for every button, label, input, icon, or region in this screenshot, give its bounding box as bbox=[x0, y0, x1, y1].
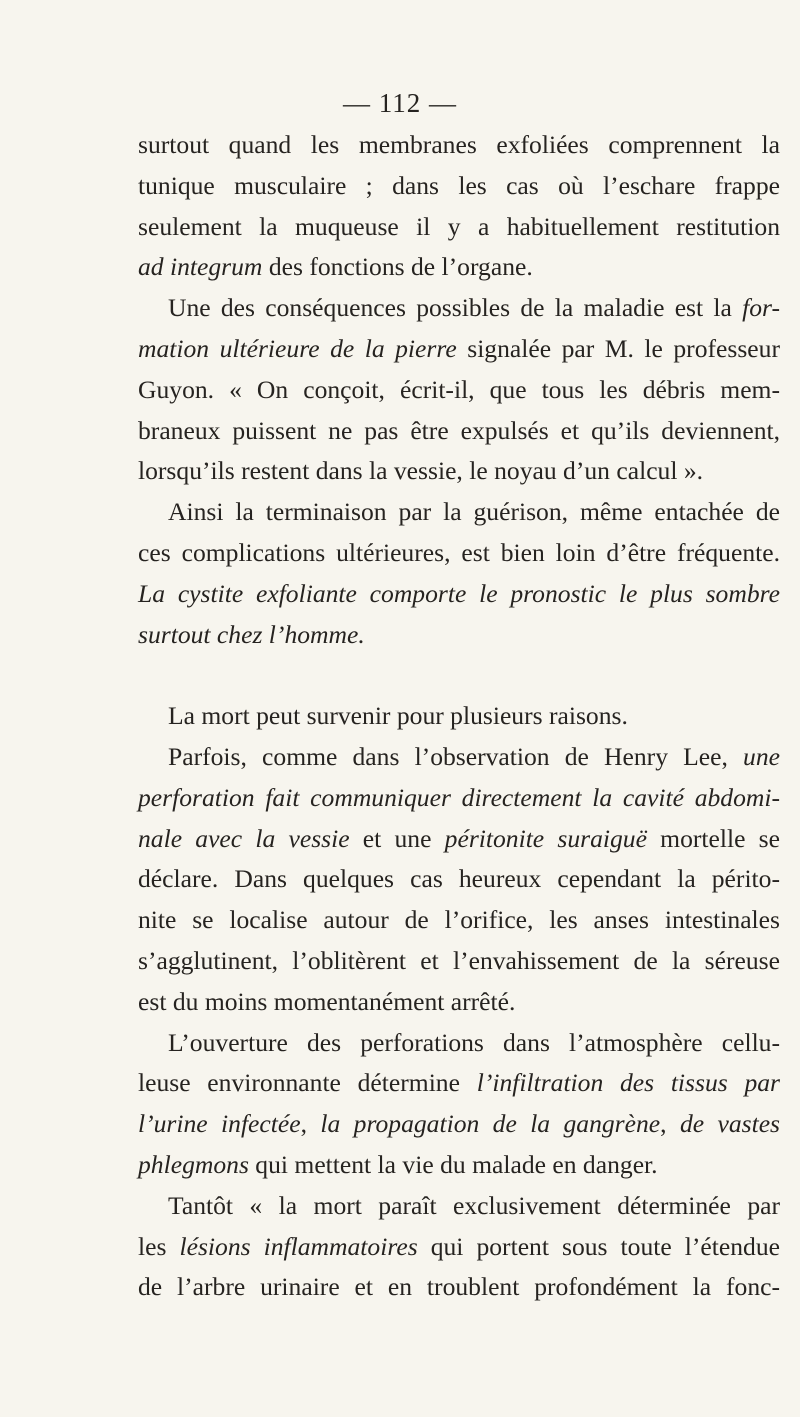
text-run: Tantôt « la mort paraît exclusivement déterminée par bbox=[168, 1190, 780, 1220]
italic-text: une bbox=[743, 741, 780, 771]
text-line bbox=[138, 615, 780, 656]
text-line bbox=[138, 492, 780, 533]
body-text bbox=[138, 125, 780, 1308]
text-line bbox=[138, 247, 780, 288]
italic-text: phlegmons bbox=[138, 1149, 249, 1179]
italic-text: lésions inflammatoires bbox=[179, 1231, 418, 1261]
text-run: leuse environnante détermine bbox=[138, 1068, 477, 1098]
text-run: tunique musculaire ; dans les cas où l’eschare frappe bbox=[138, 170, 780, 200]
text-run: signalée par M. le professeur bbox=[456, 333, 780, 363]
text-line bbox=[138, 125, 780, 166]
text-line bbox=[138, 1063, 780, 1104]
text-line bbox=[138, 1023, 780, 1064]
text-run: qui mettent la vie du malade en danger. bbox=[248, 1149, 658, 1179]
text-line bbox=[138, 370, 780, 411]
text-run: qui portent sous toute l’étendue bbox=[417, 1231, 780, 1261]
text-run: et une bbox=[349, 823, 445, 853]
text-line bbox=[138, 1104, 780, 1145]
text-line bbox=[138, 1186, 780, 1227]
text-line bbox=[138, 1267, 780, 1308]
text-line bbox=[138, 941, 780, 982]
italic-text: ad integrum bbox=[138, 252, 263, 282]
text-run: déclare. Dans quelques cas heureux cependant la périto- bbox=[138, 864, 780, 894]
text-run: , bbox=[300, 1109, 321, 1139]
italic-text: surtout chez l’homme. bbox=[138, 619, 365, 649]
text-line bbox=[138, 1227, 780, 1268]
text-run: nite se localise autour de l’orifice, les anses intestinales bbox=[138, 905, 780, 935]
text-run: Guyon. « On conçoit, écrit-il, que tous les débris mem- bbox=[138, 374, 780, 404]
paragraph-gap bbox=[138, 655, 780, 696]
text-line bbox=[138, 574, 780, 615]
text-run: Une des conséquences possibles de la maladie est la bbox=[168, 293, 743, 323]
text-line bbox=[138, 329, 780, 370]
text-line bbox=[138, 900, 780, 941]
text-line bbox=[138, 982, 780, 1023]
italic-text: l’urine infectée bbox=[138, 1109, 301, 1139]
page-number: — 112 — bbox=[343, 88, 457, 118]
italic-text: for- bbox=[742, 293, 780, 323]
italic-text: La cystite exfoliante comporte le pronostic le plus sombre bbox=[138, 578, 780, 608]
text-line bbox=[138, 207, 780, 248]
text-line bbox=[138, 737, 780, 778]
italic-text: de vastes bbox=[679, 1109, 781, 1139]
text-run: Parfois, comme dans l’observation de Henry Lee, bbox=[168, 741, 744, 771]
text-line bbox=[138, 166, 780, 207]
text-line bbox=[138, 411, 780, 452]
text-line bbox=[138, 451, 780, 492]
italic-text: péritonite suraiguë bbox=[444, 823, 647, 853]
text-line bbox=[138, 778, 780, 819]
paragraph bbox=[138, 1186, 780, 1308]
text-run: seulement la muqueuse il y a habituellement restitution bbox=[138, 211, 780, 241]
text-run: L’ouverture des perforations dans l’atmosphère cellu- bbox=[168, 1027, 780, 1057]
text-run: lorsqu’ils restent dans la vessie, le noyau d’un calcul ». bbox=[138, 456, 704, 486]
paragraph bbox=[138, 288, 780, 492]
text-line bbox=[138, 1145, 780, 1186]
text-run: braneux puissent ne pas être expulsés et qu’ils deviennent, bbox=[138, 415, 780, 445]
text-run: Ainsi la terminaison par la guérison, même entachée de bbox=[168, 497, 780, 527]
text-run: les bbox=[138, 1231, 180, 1261]
italic-text: l’infiltration des tissus par bbox=[476, 1068, 781, 1098]
paragraph bbox=[138, 492, 780, 655]
text-line bbox=[138, 819, 780, 860]
text-line bbox=[138, 533, 780, 574]
text-run: mortelle se bbox=[646, 823, 780, 853]
paragraph bbox=[138, 1023, 780, 1186]
italic-text: mation ultérieure de la pierre bbox=[138, 333, 457, 363]
paragraph bbox=[138, 737, 780, 1023]
text-run: s’agglutinent, l’oblitèrent et l’envahissement de la séreuse bbox=[138, 945, 780, 975]
text-line bbox=[138, 288, 780, 329]
text-line bbox=[138, 696, 780, 737]
paragraph bbox=[138, 696, 780, 737]
text-run: des fonctions de l’organe. bbox=[262, 252, 533, 282]
paragraph bbox=[138, 125, 780, 288]
text-run: ces complications ultérieures, est bien loin d’être fréquente. bbox=[138, 537, 780, 567]
italic-text: nale avec la vessie bbox=[138, 823, 350, 853]
text-line bbox=[138, 859, 780, 900]
text-run: de l’arbre urinaire et en troublent profondément la fonc- bbox=[138, 1272, 780, 1302]
text-run: surtout quand les membranes exfoliées comprennent la bbox=[138, 130, 780, 159]
text-run: La mort peut survenir pour plusieurs raisons. bbox=[168, 701, 628, 731]
text-run: , bbox=[660, 1109, 680, 1139]
italic-text: la propagation de la gangrène bbox=[320, 1109, 661, 1139]
italic-text: perforation fait communiquer directement la cavité abdomi- bbox=[138, 782, 780, 812]
text-run: est du moins momentanément arrêté. bbox=[138, 986, 516, 1016]
